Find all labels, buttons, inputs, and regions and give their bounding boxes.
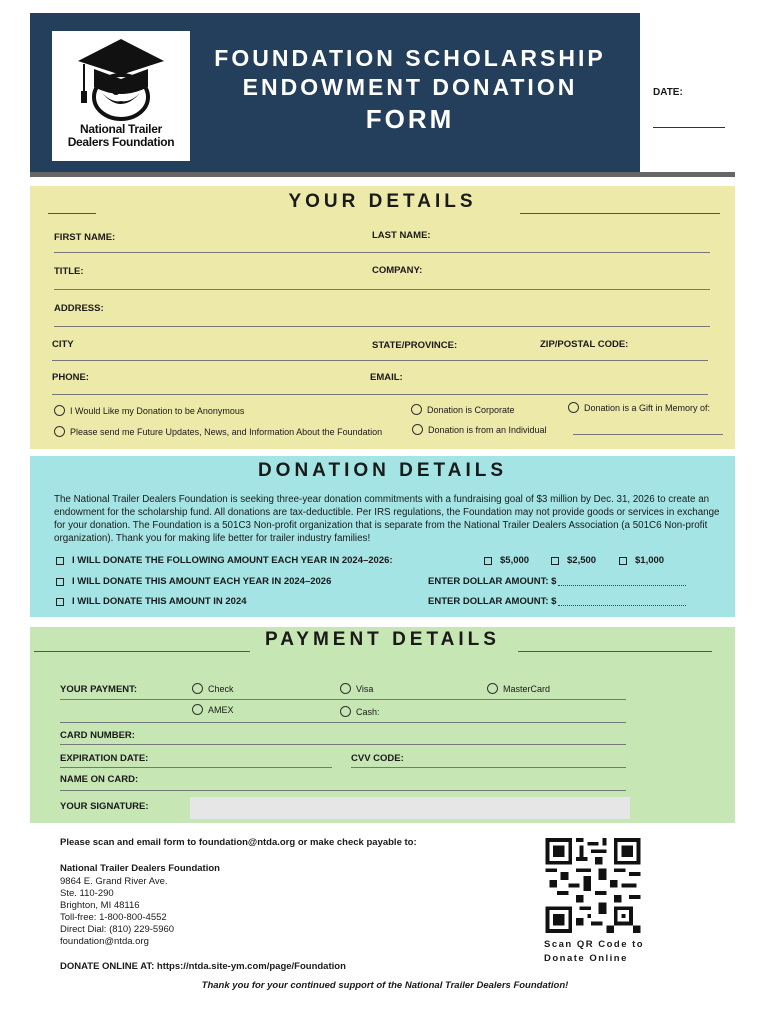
- qr-code-icon[interactable]: [544, 838, 642, 933]
- donation-details-section: [30, 456, 735, 617]
- qr-caption-line1: Scan QR Code to: [544, 939, 645, 950]
- donation-paragraph: The National Trailer Dealers Foundation is seeking three-year donation commitments with a fundraising goal of $3 million by Dec. 31, 2026 to create an endowment for the scholarship fund. All donations are tax-deductible. Per IRS regulations, the Foundation may not provide goods or services in exchange for your donation. The Foundation is a 501C3 Non-profit organization that is separate from the National Trailer Dealers Association (a 501C6 Non-profit organization). Thank you for making life better for trailer industry families!: [54, 494, 720, 544]
- yearly-amount-field[interactable]: ENTER DOLLAR AMOUNT: $: [428, 576, 686, 587]
- amount-2500-option[interactable]: $2,500: [551, 555, 596, 566]
- donate-online[interactable]: DONATE ONLINE AT: https://ntda.site-ym.com/page/Foundation: [60, 961, 346, 972]
- radio-icon[interactable]: [568, 402, 579, 413]
- 2024-amount-field[interactable]: ENTER DOLLAR AMOUNT: $: [428, 596, 686, 607]
- footer-email[interactable]: foundation@ntda.org: [60, 936, 149, 947]
- donation-details-title: DONATION DETAILS: [257, 460, 508, 481]
- checkbox-icon[interactable]: [56, 598, 64, 606]
- donate-fixed-option[interactable]: I WILL DONATE THE FOLLOWING AMOUNT EACH YEAR IN 2024–2026:: [56, 555, 393, 566]
- visa-option[interactable]: Visa: [340, 683, 373, 694]
- cvv-label: CVV CODE:: [351, 753, 404, 764]
- amex-option[interactable]: AMEX: [192, 704, 234, 715]
- name-field[interactable]: [54, 252, 710, 253]
- company-label: COMPANY:: [372, 265, 423, 276]
- your-payment-label: YOUR PAYMENT:: [60, 684, 138, 695]
- divider: [520, 213, 720, 214]
- payment-details-title: PAYMENT DETAILS: [265, 629, 500, 650]
- donate-yearly-option[interactable]: I WILL DONATE THIS AMOUNT EACH YEAR IN 2024–2026: [56, 576, 331, 587]
- phone-email-field[interactable]: [52, 394, 708, 395]
- foundation-logo: [52, 31, 190, 161]
- address-field[interactable]: [54, 326, 710, 327]
- logo-name-line2: Dealers Foundation: [67, 135, 175, 149]
- mastercard-option[interactable]: MasterCard: [487, 683, 550, 694]
- title-line2: ENDOWMENT DONATION: [242, 74, 578, 100]
- date-label: DATE:: [653, 87, 683, 98]
- payment-line: [60, 722, 626, 723]
- checkbox-icon[interactable]: [56, 578, 64, 586]
- payment-line: [60, 699, 626, 700]
- donate-2024-option[interactable]: I WILL DONATE THIS AMOUNT IN 2024: [56, 596, 247, 607]
- expiration-label: EXPIRATION DATE:: [60, 753, 149, 764]
- form-title: [190, 44, 630, 134]
- radio-icon[interactable]: [192, 683, 203, 694]
- amount-input[interactable]: [558, 598, 686, 606]
- title-line3: FORM: [365, 104, 455, 134]
- your-details-title: YOUR DETAILS: [288, 191, 477, 212]
- checkbox-icon[interactable]: [619, 557, 627, 565]
- logo-name-line1: National Trailer: [80, 122, 162, 136]
- direct-dial: Direct Dial: (810) 229-5960: [60, 924, 175, 935]
- title-line1: FOUNDATION SCHOLARSHIP: [214, 45, 606, 71]
- card-number-field[interactable]: [60, 744, 626, 745]
- signature-field[interactable]: [190, 797, 630, 819]
- date-field[interactable]: [653, 127, 725, 128]
- divider: [518, 651, 712, 652]
- address-line2: Ste. 110-290: [60, 888, 114, 899]
- expiration-field[interactable]: [60, 767, 332, 768]
- your-details-section: [30, 186, 735, 449]
- state-label: STATE/PROVINCE:: [372, 340, 458, 351]
- title-company-field[interactable]: [54, 289, 710, 290]
- email-label: EMAIL:: [370, 372, 403, 383]
- thank-you-note: Thank you for your continued support of the National Trailer Dealers Foundation!: [201, 980, 569, 991]
- cash-option[interactable]: Cash:: [340, 706, 380, 717]
- radio-icon[interactable]: [54, 426, 65, 437]
- qr-caption: [544, 938, 644, 966]
- city-state-zip-field[interactable]: [52, 360, 708, 361]
- amount-1000-option[interactable]: $1,000: [619, 555, 664, 566]
- graduation-cap-icon: [52, 31, 190, 123]
- address-label: ADDRESS:: [54, 303, 104, 314]
- radio-icon[interactable]: [54, 405, 65, 416]
- anonymous-option[interactable]: I Would Like my Donation to be Anonymous: [54, 405, 244, 416]
- checkbox-icon[interactable]: [484, 557, 492, 565]
- radio-icon[interactable]: [411, 404, 422, 415]
- radio-icon[interactable]: [340, 706, 351, 717]
- first-name-label: FIRST NAME:: [54, 232, 116, 243]
- signature-label: YOUR SIGNATURE:: [60, 801, 149, 812]
- payment-details-section: [30, 627, 735, 823]
- cvv-field[interactable]: [351, 767, 626, 768]
- city-label: CITY: [52, 339, 74, 350]
- instructions: Please scan and email form to foundation@ntda.org or make check payable to:: [60, 837, 417, 848]
- org-name: National Trailer Dealers Foundation: [60, 863, 220, 874]
- name-on-card-field[interactable]: [60, 790, 626, 791]
- radio-icon[interactable]: [192, 704, 203, 715]
- address-line1: 9864 E. Grand River Ave.: [60, 876, 168, 887]
- updates-option[interactable]: Please send me Future Updates, News, and Information About the Foundation: [54, 426, 382, 437]
- radio-icon[interactable]: [487, 683, 498, 694]
- address-line3: Brighton, MI 48116: [60, 900, 140, 911]
- zip-label: ZIP/POSTAL CODE:: [540, 339, 629, 350]
- checkbox-icon[interactable]: [551, 557, 559, 565]
- radio-icon[interactable]: [412, 424, 423, 435]
- individual-option[interactable]: Donation is from an Individual: [412, 424, 547, 435]
- amount-5000-option[interactable]: $5,000: [484, 555, 529, 566]
- divider: [48, 213, 96, 214]
- tollfree: Toll-free: 1-800-800-4552: [60, 912, 167, 923]
- phone-label: PHONE:: [52, 372, 89, 383]
- name-on-card-label: NAME ON CARD:: [60, 774, 139, 785]
- corporate-option[interactable]: Donation is Corporate: [411, 404, 515, 415]
- memory-option[interactable]: Donation is a Gift in Memory of:: [568, 402, 710, 413]
- divider: [30, 172, 735, 177]
- checkbox-icon[interactable]: [56, 557, 64, 565]
- amount-input[interactable]: [558, 578, 686, 586]
- title-label: TITLE:: [54, 266, 84, 277]
- radio-icon[interactable]: [340, 683, 351, 694]
- check-option[interactable]: Check: [192, 683, 234, 694]
- memory-name-field[interactable]: [573, 434, 723, 435]
- last-name-label: LAST NAME:: [372, 230, 431, 241]
- card-number-label: CARD NUMBER:: [60, 730, 135, 741]
- divider: [34, 651, 250, 652]
- qr-caption-line2: Donate Online: [544, 953, 628, 964]
